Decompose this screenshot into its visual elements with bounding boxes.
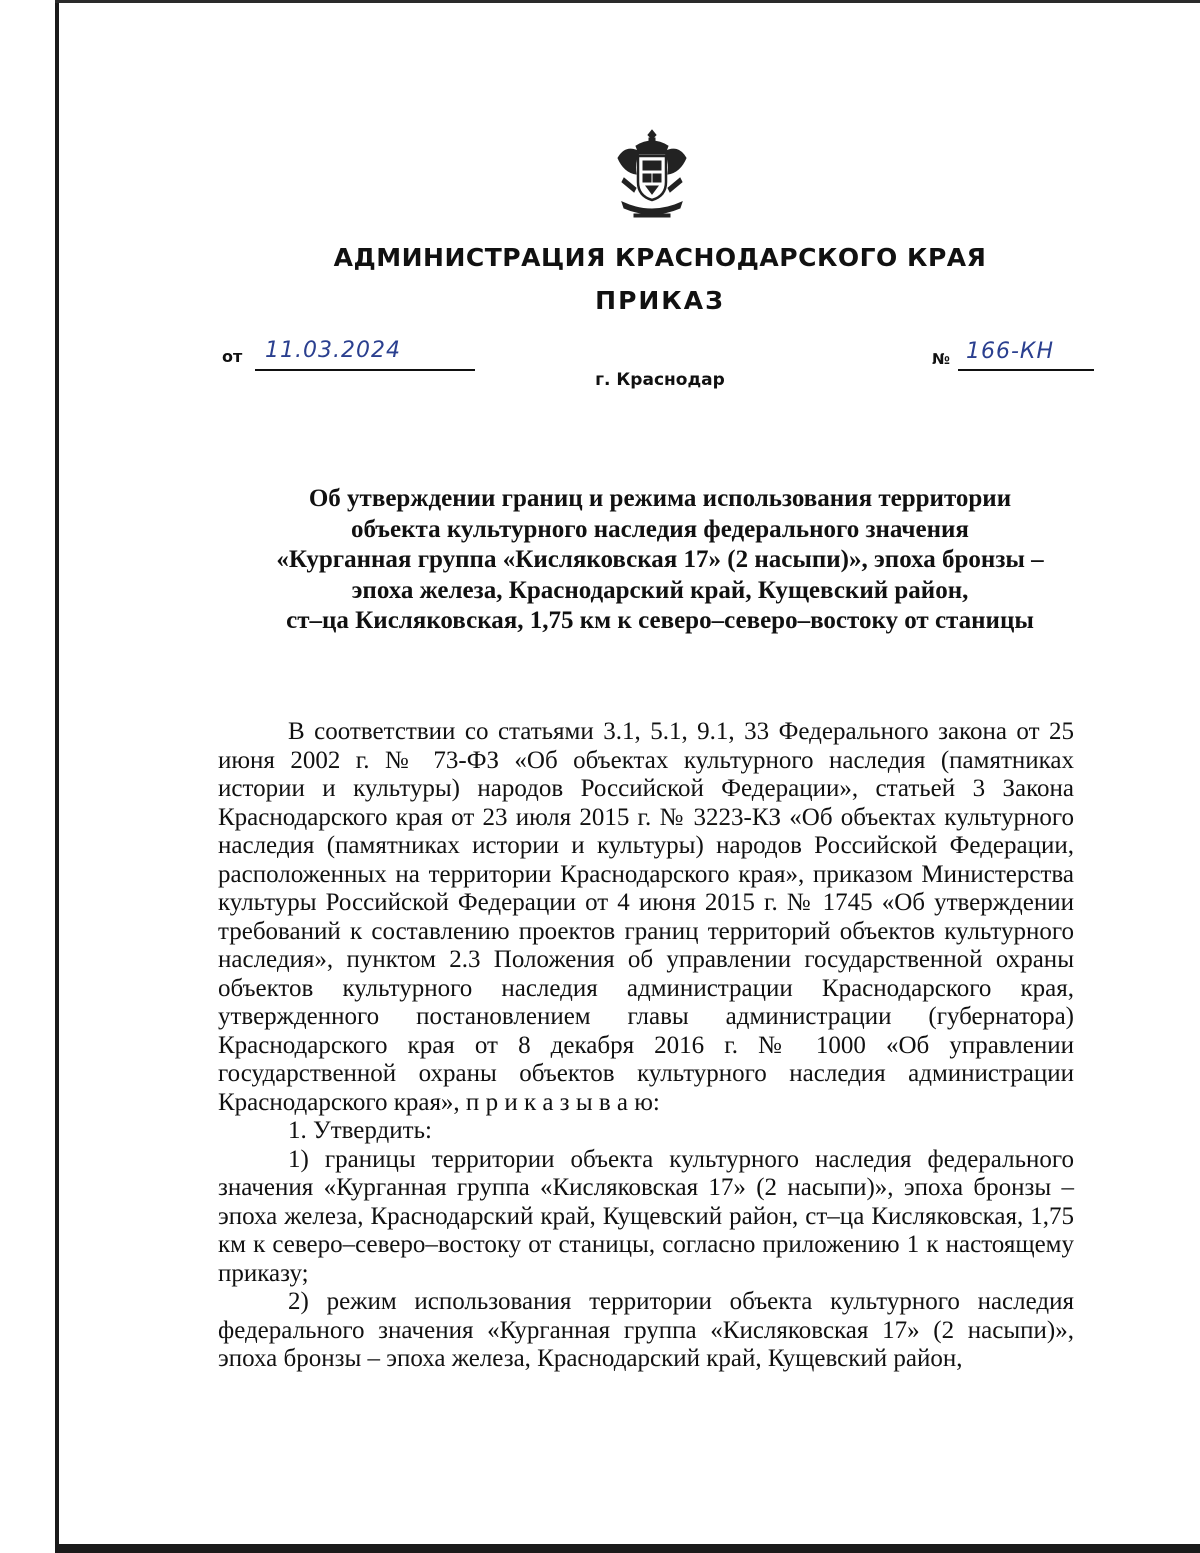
body-paragraph: 1. Утвердить: <box>288 1117 432 1144</box>
body-paragraph: 2) режим использования территории объекта культурного наследия федерального значения «Курганная группа «Кисляковская 17» (2 насыпи)», эпоха бронзы – эпоха железа, Краснодарский край, Кущевский район, <box>218 1288 1074 1372</box>
scan-border-bottom <box>55 1544 1200 1553</box>
number-label: № <box>932 350 951 368</box>
organization-name: АДМИНИСТРАЦИЯ КРАСНОДАРСКОГО КРАЯ <box>333 243 987 272</box>
title-line: Об утверждении границ и режима использования территории <box>308 485 1012 512</box>
document-body <box>218 718 1074 1374</box>
body-paragraph: В соответствии со статьями 3.1, 5.1, 9.1, 33 Федерального закона от 25 июня 2002 г. № 73-ФЗ «Об объектах культурного наследия (памятниках истории и культуры) народов Российской Федерации», статьей 3 Закона Краснодарского края от 23 июля 2015 г. № 3223-КЗ «Об объектах культурного наследия (памятниках истории и культуры) народов Российской Федерации, расположенных на территории Краснодарского края», приказом Министерства культуры Российской Федерации от 4 июня 2015 г. № 1745 «Об утверждении требований к составлению проектов границ территорий объектов культурного наследия», пунктом 2.3 Положения об управлении государственной охраны объектов культурного наследия администрации Краснодарского края, утвержденного постановлением главы администрации (губернатора) Краснодарского края от 8 декабря 2016 г. № 1000 «Об управлении государственной охраны объектов культурного наследия администрации Краснодарского края», п р и к а з ы в а ю: <box>218 718 1074 1116</box>
scan-border-left <box>55 0 59 1553</box>
city: г. Краснодар <box>595 370 725 390</box>
title-line: эпоха железа, Краснодарский край, Кущевский район, <box>351 576 969 604</box>
document-title <box>215 484 1105 637</box>
title-line: «Курганная группа «Кисляковская 17» (2 насыпи)», эпоха бронзы – <box>276 546 1044 573</box>
number-value: 166-КН <box>966 339 1055 364</box>
date-label: от <box>222 347 243 366</box>
number-underline <box>958 369 1094 371</box>
body-paragraph: 1) границы территории объекта культурного наследия федерального значения «Курганная группа «Кисляковская 17» (2 насыпи)», эпоха бронзы – эпоха железа, Краснодарский край, Кущевский район, ст–ца Кисляковская, 1,75 км к северо–северо–востоку от станицы, согласно приложению 1 к настоящему приказу; <box>218 1145 1074 1287</box>
title-line: ст–ца Кисляковская, 1,75 км к северо–северо–востоку от станицы <box>286 607 1034 634</box>
date-value: 11.03.2024 <box>265 338 401 363</box>
coat-of-arms-icon <box>612 128 692 220</box>
document-type: ПРИКАЗ <box>595 286 725 315</box>
scan-border-top <box>55 0 1200 3</box>
title-line: объекта культурного наследия федерального значения <box>351 515 969 543</box>
